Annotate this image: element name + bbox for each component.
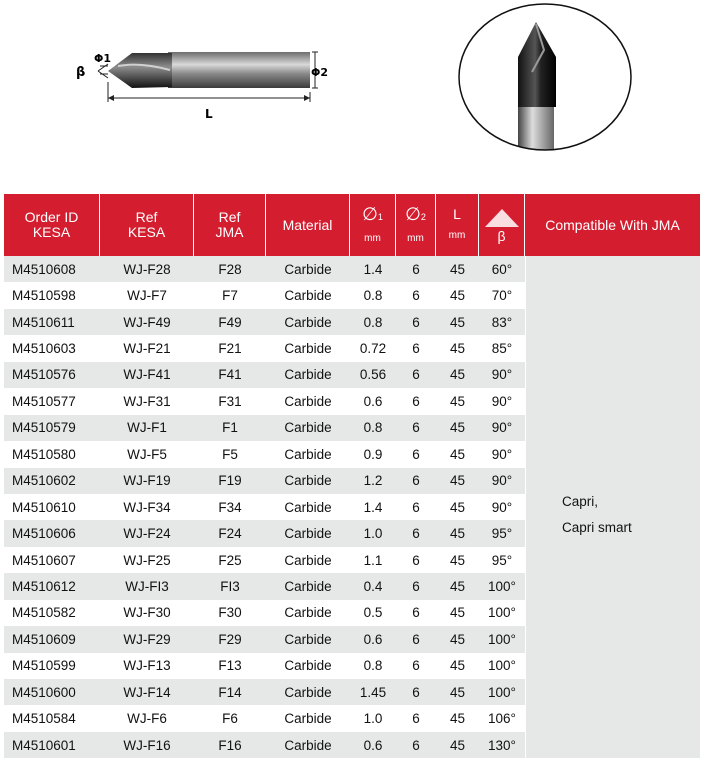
cell-angle: 60°: [479, 256, 525, 282]
cell-phi1: 1.2: [350, 468, 396, 494]
cell-order-id: M4510580: [4, 441, 100, 467]
cell-phi1: 0.9: [350, 441, 396, 467]
cell-material: Carbide: [266, 362, 350, 388]
cell-angle: 100°: [479, 600, 525, 626]
cell-phi1: 1.45: [350, 679, 396, 705]
cell-phi2: 6: [396, 547, 436, 573]
cell-material: Carbide: [266, 600, 350, 626]
cell-ref-kesa: WJ-F34: [100, 494, 194, 520]
cell-order-id: M4510584: [4, 705, 100, 731]
compatible-cell: [525, 256, 700, 758]
cell-ref-kesa: WJ-F21: [100, 335, 194, 361]
cell-angle: 106°: [479, 705, 525, 731]
cell-order-id: M4510598: [4, 282, 100, 308]
cell-material: Carbide: [266, 388, 350, 414]
cell-length: 45: [436, 388, 479, 414]
cell-phi1: 1.1: [350, 547, 396, 573]
cell-length: 45: [436, 573, 479, 599]
cell-angle: 100°: [479, 653, 525, 679]
cell-length: 45: [436, 256, 479, 282]
cell-length: 45: [436, 547, 479, 573]
cell-length: 45: [436, 362, 479, 388]
cell-phi1: 0.8: [350, 309, 396, 335]
cell-angle: 85°: [479, 335, 525, 361]
cell-phi2: 6: [396, 600, 436, 626]
cell-order-id: M4510611: [4, 309, 100, 335]
cell-angle: 83°: [479, 309, 525, 335]
cell-ref-jma: F31: [194, 388, 266, 414]
cell-order-id: M4510609: [4, 626, 100, 652]
angle-icon: [483, 207, 521, 229]
cell-order-id: M4510599: [4, 653, 100, 679]
spec-table: [4, 194, 700, 758]
cell-material: Carbide: [266, 732, 350, 758]
cell-angle: 90°: [479, 468, 525, 494]
cell-angle: 90°: [479, 415, 525, 441]
col-compatible: Compatible With JMA: [525, 194, 700, 256]
cell-ref-kesa: WJ-F31: [100, 388, 194, 414]
cell-material: Carbide: [266, 520, 350, 546]
col-ref-jma: Ref JMA: [194, 194, 266, 256]
cell-ref-kesa: WJ-F19: [100, 468, 194, 494]
cell-ref-jma: F25: [194, 547, 266, 573]
cell-phi1: 1.4: [350, 494, 396, 520]
cell-angle: 100°: [479, 573, 525, 599]
cell-material: Carbide: [266, 309, 350, 335]
cell-length: 45: [436, 468, 479, 494]
cell-material: Carbide: [266, 468, 350, 494]
cell-order-id: M4510603: [4, 335, 100, 361]
cell-ref-kesa: WJ-F7: [100, 282, 194, 308]
cell-angle: 130°: [479, 732, 525, 758]
cell-phi1: 0.8: [350, 415, 396, 441]
cell-angle: 100°: [479, 679, 525, 705]
cell-phi2: 6: [396, 309, 436, 335]
cell-order-id: M4510576: [4, 362, 100, 388]
cell-phi2: 6: [396, 335, 436, 361]
cell-material: Carbide: [266, 415, 350, 441]
cell-ref-jma: F7: [194, 282, 266, 308]
cell-angle: 70°: [479, 282, 525, 308]
cell-length: 45: [436, 282, 479, 308]
cell-order-id: M4510610: [4, 494, 100, 520]
cell-ref-jma: F34: [194, 494, 266, 520]
cell-material: Carbide: [266, 653, 350, 679]
cell-ref-jma: F13: [194, 653, 266, 679]
col-angle: β: [479, 194, 525, 256]
cell-length: 45: [436, 494, 479, 520]
cell-length: 45: [436, 520, 479, 546]
cutter-dimension-diagram: [60, 22, 360, 142]
length-label: L: [205, 107, 213, 121]
cell-ref-kesa: WJ-F29: [100, 626, 194, 652]
cell-angle: 90°: [479, 362, 525, 388]
cell-ref-jma: F21: [194, 335, 266, 361]
col-order-id: Order ID KESA: [4, 194, 100, 256]
col-length: L mm: [436, 194, 479, 256]
cell-length: 45: [436, 732, 479, 758]
cell-material: Carbide: [266, 679, 350, 705]
cell-ref-kesa: WJ-F30: [100, 600, 194, 626]
cell-phi1: 0.6: [350, 732, 396, 758]
cell-order-id: M4510582: [4, 600, 100, 626]
cell-ref-jma: F29: [194, 626, 266, 652]
cell-ref-jma: F49: [194, 309, 266, 335]
phi1-label: Φ1: [94, 52, 112, 65]
cell-order-id: M4510607: [4, 547, 100, 573]
cell-phi2: 6: [396, 705, 436, 731]
tip-closeup-photo: [456, 2, 634, 152]
cell-phi2: 6: [396, 653, 436, 679]
cell-length: 45: [436, 653, 479, 679]
cell-angle: 95°: [479, 520, 525, 546]
cell-order-id: M4510606: [4, 520, 100, 546]
cell-material: Carbide: [266, 705, 350, 731]
cell-phi2: 6: [396, 626, 436, 652]
cell-ref-jma: FI3: [194, 573, 266, 599]
cell-phi1: 0.72: [350, 335, 396, 361]
cell-material: Carbide: [266, 494, 350, 520]
cell-material: Carbide: [266, 256, 350, 282]
cell-phi2: 6: [396, 441, 436, 467]
cell-ref-kesa: WJ-F13: [100, 653, 194, 679]
cell-order-id: M4510601: [4, 732, 100, 758]
cell-ref-kesa: WJ-F49: [100, 309, 194, 335]
flute-shape: [108, 53, 172, 88]
cell-order-id: M4510577: [4, 388, 100, 414]
cell-material: Carbide: [266, 441, 350, 467]
cell-phi2: 6: [396, 573, 436, 599]
cell-length: 45: [436, 441, 479, 467]
cell-phi2: 6: [396, 415, 436, 441]
col-phi1: ∅1 mm: [350, 194, 396, 256]
cell-order-id: M4510579: [4, 415, 100, 441]
cell-ref-kesa: WJ-F24: [100, 520, 194, 546]
cell-ref-kesa: WJ-F16: [100, 732, 194, 758]
cell-ref-jma: F28: [194, 256, 266, 282]
cell-angle: 95°: [479, 547, 525, 573]
cell-ref-kesa: WJ-F14: [100, 679, 194, 705]
cell-length: 45: [436, 335, 479, 361]
cell-material: Carbide: [266, 626, 350, 652]
cell-ref-jma: F14: [194, 679, 266, 705]
cell-material: Carbide: [266, 547, 350, 573]
cell-ref-kesa: WJ-F6: [100, 705, 194, 731]
cell-ref-jma: F24: [194, 520, 266, 546]
cell-phi1: 0.4: [350, 573, 396, 599]
cell-angle: 90°: [479, 494, 525, 520]
cell-phi1: 0.6: [350, 626, 396, 652]
col-phi2: ∅2 mm: [396, 194, 436, 256]
col-material: Material: [266, 194, 350, 256]
cell-material: Carbide: [266, 282, 350, 308]
cell-order-id: M4510608: [4, 256, 100, 282]
header-row: [4, 194, 700, 256]
cell-order-id: M4510602: [4, 468, 100, 494]
cell-length: 45: [436, 415, 479, 441]
cell-phi2: 6: [396, 732, 436, 758]
cell-ref-kesa: WJ-F5: [100, 441, 194, 467]
cell-length: 45: [436, 705, 479, 731]
col-ref-kesa: Ref KESA: [100, 194, 194, 256]
cell-phi1: 0.56: [350, 362, 396, 388]
cell-length: 45: [436, 309, 479, 335]
cell-ref-jma: F6: [194, 705, 266, 731]
cell-order-id: M4510612: [4, 573, 100, 599]
cell-ref-jma: F30: [194, 600, 266, 626]
beta-label: β: [76, 65, 86, 80]
cell-ref-jma: F1: [194, 415, 266, 441]
table-row: [4, 256, 700, 282]
cell-phi1: 1.4: [350, 256, 396, 282]
cell-ref-jma: F16: [194, 732, 266, 758]
cell-ref-kesa: WJ-F1: [100, 415, 194, 441]
cell-phi2: 6: [396, 468, 436, 494]
cell-phi1: 1.0: [350, 705, 396, 731]
cell-length: 45: [436, 626, 479, 652]
cell-phi1: 0.6: [350, 388, 396, 414]
cell-phi2: 6: [396, 388, 436, 414]
cell-ref-kesa: WJ-F25: [100, 547, 194, 573]
cell-angle: 90°: [479, 441, 525, 467]
cell-phi2: 6: [396, 256, 436, 282]
cell-ref-jma: F19: [194, 468, 266, 494]
cell-ref-kesa: WJ-FI3: [100, 573, 194, 599]
cell-ref-jma: F41: [194, 362, 266, 388]
cell-phi1: 0.5: [350, 600, 396, 626]
cell-angle: 100°: [479, 626, 525, 652]
cell-ref-kesa: WJ-F28: [100, 256, 194, 282]
compatible-item: Capri smart: [562, 520, 632, 536]
cell-length: 45: [436, 600, 479, 626]
compatible-item: Capri,: [562, 494, 599, 510]
cell-material: Carbide: [266, 335, 350, 361]
shank-shape: [168, 52, 310, 88]
cell-angle: 90°: [479, 388, 525, 414]
cell-ref-jma: F5: [194, 441, 266, 467]
cell-phi1: 0.8: [350, 653, 396, 679]
cell-length: 45: [436, 679, 479, 705]
cell-phi2: 6: [396, 282, 436, 308]
cell-phi2: 6: [396, 362, 436, 388]
cell-phi2: 6: [396, 520, 436, 546]
cell-phi1: 0.8: [350, 282, 396, 308]
cell-order-id: M4510600: [4, 679, 100, 705]
phi2-label: Φ2: [311, 66, 329, 79]
cell-phi1: 1.0: [350, 520, 396, 546]
cell-phi2: 6: [396, 679, 436, 705]
cell-phi2: 6: [396, 494, 436, 520]
cell-material: Carbide: [266, 573, 350, 599]
cell-ref-kesa: WJ-F41: [100, 362, 194, 388]
